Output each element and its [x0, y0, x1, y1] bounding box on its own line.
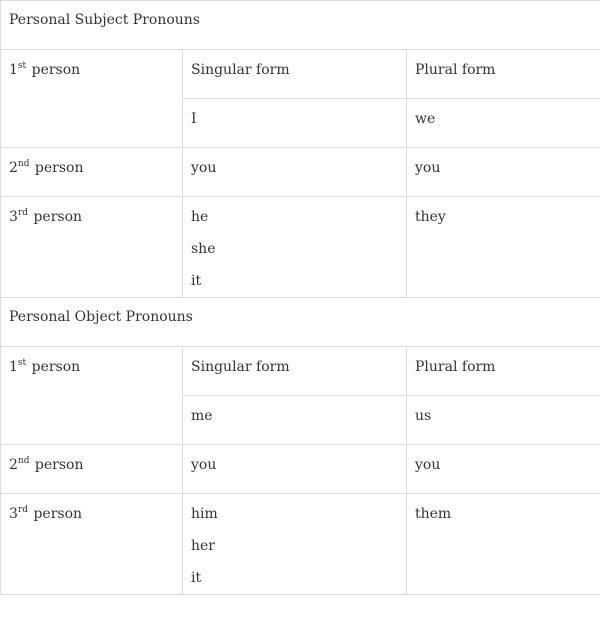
object-third-singular [183, 494, 407, 595]
person-number: 1 [9, 62, 18, 78]
section-title-text: Personal Object Pronouns [9, 309, 193, 325]
person-label: person [29, 209, 83, 225]
person-label: person [29, 506, 83, 522]
object-third-person-cell [1, 494, 183, 595]
object-first-singular: me [183, 396, 407, 445]
subject-second-person-cell [1, 148, 183, 197]
person-label: person [27, 62, 81, 78]
pronoun-line: it [191, 273, 202, 289]
person-number: 1 [9, 359, 18, 375]
person-ordinal-suffix: st [17, 61, 27, 71]
object-first-plural: us [407, 396, 600, 445]
subject-plural-header: Plural form [407, 50, 600, 99]
table-row [1, 50, 600, 99]
pronoun-line: him [191, 506, 218, 522]
subject-third-person-cell [1, 197, 183, 298]
person-number: 3 [9, 506, 18, 522]
person-number: 2 [9, 160, 18, 176]
person-ordinal-suffix: rd [17, 208, 28, 218]
object-second-person-cell [1, 445, 183, 494]
person-number: 3 [9, 209, 18, 225]
person-ordinal-suffix: st [17, 358, 27, 368]
person-label: person [27, 359, 81, 375]
table-row [1, 494, 600, 595]
subject-second-singular: you [183, 148, 407, 197]
pronoun-line: her [191, 538, 215, 554]
object-first-person-cell [1, 347, 183, 445]
person-label: person [30, 160, 84, 176]
subject-first-plural: we [407, 99, 600, 148]
person-label: person [30, 457, 84, 473]
table-row [1, 1, 600, 50]
pronoun-line: she [191, 241, 216, 257]
object-second-singular: you [183, 445, 407, 494]
person-ordinal-suffix: nd [17, 159, 30, 169]
pronoun-line: he [191, 209, 209, 225]
table-row [1, 197, 600, 298]
table-row [1, 148, 600, 197]
table-row [1, 347, 600, 396]
table-row [1, 298, 600, 347]
subject-second-plural: you [407, 148, 600, 197]
person-ordinal-suffix: nd [17, 456, 30, 466]
subject-section-title [1, 1, 600, 50]
person-number: 2 [9, 457, 18, 473]
object-second-plural: you [407, 445, 600, 494]
object-section-title [1, 298, 600, 347]
subject-third-plural: they [407, 197, 600, 298]
table-row [1, 445, 600, 494]
object-third-plural: them [407, 494, 600, 595]
subject-first-person-cell [1, 50, 183, 148]
object-singular-header: Singular form [183, 347, 407, 396]
section-title-text: Personal Subject Pronouns [9, 12, 200, 28]
person-ordinal-suffix: rd [17, 505, 28, 515]
subject-singular-header: Singular form [183, 50, 407, 99]
subject-third-singular [183, 197, 407, 298]
object-plural-header: Plural form [407, 347, 600, 396]
subject-first-singular: I [183, 99, 407, 148]
pronoun-line: it [191, 570, 202, 586]
